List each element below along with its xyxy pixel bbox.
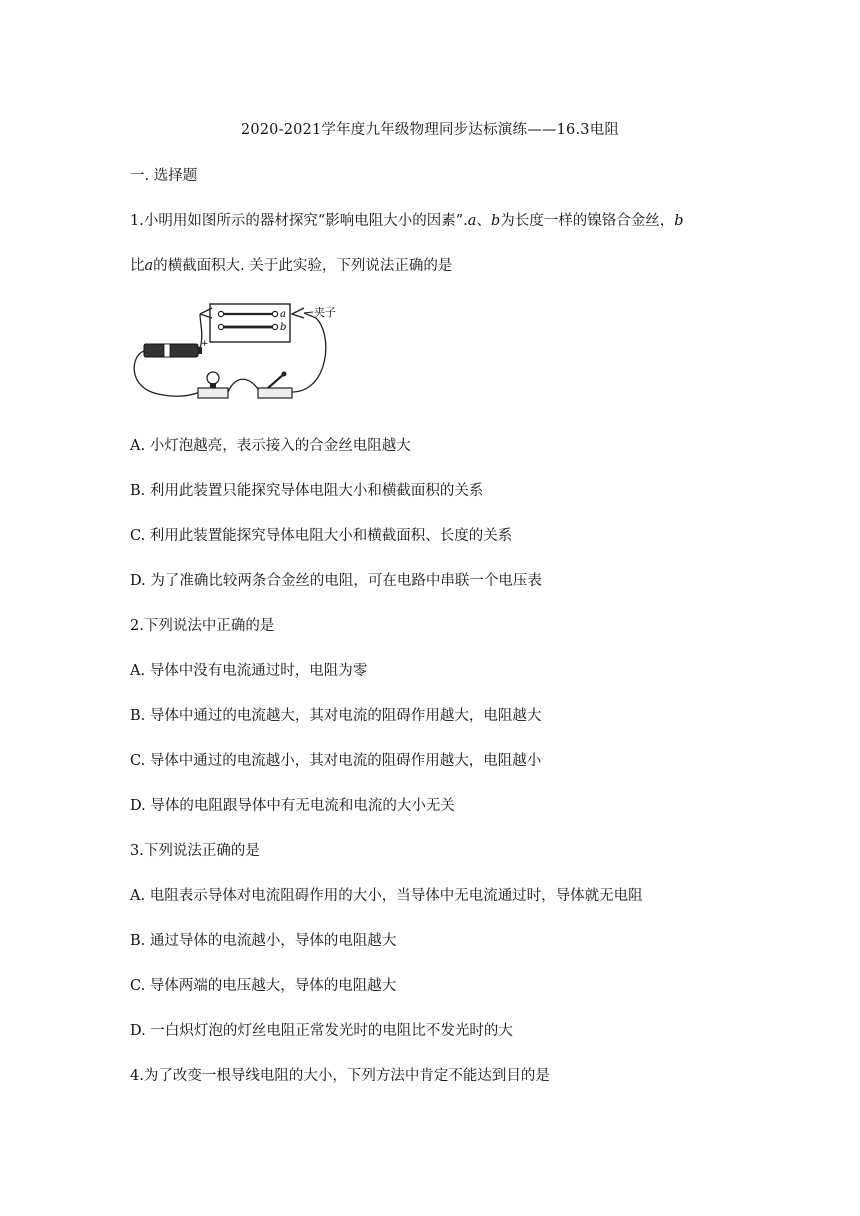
terminal-b-left <box>218 324 223 329</box>
switch-lever-icon <box>268 374 284 388</box>
circuit-figure <box>128 296 368 408</box>
circuit-diagram <box>128 296 368 408</box>
q1-text-1: 1.小明用如图所示的器材探究“影响电阻大小的因素”. <box>130 213 468 229</box>
battery-icon <box>144 344 198 357</box>
question-3-stem: 3.下列说法正确的是 <box>130 843 260 859</box>
right-clip-icon <box>292 308 304 318</box>
q1-option-d: D. 为了准确比较两条合金丝的电阻，可在电路中串联一个电压表 <box>130 573 542 589</box>
question-1-stem-line-2 <box>130 254 452 275</box>
switch-base <box>258 388 292 398</box>
var-b: b <box>490 213 501 229</box>
label-a: a <box>280 309 286 320</box>
var-b-2: b <box>674 213 684 229</box>
q2-option-a: A. 导体中没有电流通过时，电阻为零 <box>130 663 368 679</box>
var-a: a <box>467 213 477 229</box>
q1-text-3: 比 <box>130 258 145 274</box>
wire-lamp-switch <box>228 379 260 392</box>
lamp-socket <box>210 383 216 388</box>
terminal-a-left <box>218 311 223 316</box>
wire-board <box>210 304 290 342</box>
q1-sep: 、 <box>476 213 491 229</box>
switch-knob <box>282 372 287 377</box>
terminal-b-right <box>272 324 277 329</box>
clip-pointer <box>304 312 313 313</box>
terminal-a-right <box>272 311 277 316</box>
q1-text-4: 的横截面积大. 关于此实验，下列说法正确的是 <box>153 258 453 274</box>
q3-option-c: C. 导体两端的电压越大，导体的电阻越大 <box>130 978 397 994</box>
var-a-2: a <box>144 258 154 274</box>
question-4-stem: 4.为了改变一根导线电阻的大小，下列方法中肯定不能达到目的是 <box>130 1068 550 1084</box>
section-heading: 一. 选择题 <box>130 168 198 184</box>
q3-option-a: A. 电阻表示导体对电流阻碍作用的大小，当导体中无电流通过时，导体就无电阻 <box>130 888 643 904</box>
q1-option-a: A. 小灯泡越亮，表示接入的合金丝电阻越大 <box>130 438 411 454</box>
label-b: b <box>280 322 287 333</box>
lamp-bulb-icon <box>207 372 219 384</box>
q1-option-c: C. 利用此装置能探究导体电阻大小和横截面积、长度的关系 <box>130 528 513 544</box>
question-1-stem-line-1 <box>130 209 684 230</box>
q3-option-d: D. 一白炽灯泡的灯丝电阻正常发光时的电阻比不发光时的大 <box>130 1023 513 1039</box>
q3-option-b: B. 通过导体的电流越小，导体的电阻越大 <box>130 933 397 949</box>
q1-text-2: 为长度一样的镍铬合金丝， <box>500 213 675 229</box>
q2-option-d: D. 导体的电阻跟导体中有无电流和电流的大小无关 <box>130 798 455 814</box>
label-clip: 夹子 <box>314 306 336 319</box>
question-2-stem: 2.下列说法中正确的是 <box>130 618 275 634</box>
battery-band <box>164 344 170 357</box>
lamp-base <box>198 388 228 398</box>
q1-option-b: B. 利用此装置只能探究导体电阻大小和横截面积的关系 <box>130 483 484 499</box>
wire-battery-lamp <box>134 351 200 396</box>
q2-option-b: B. 导体中通过的电流越大，其对电流的阻碍作用越大，电阻越大 <box>130 708 542 724</box>
label-plus: + <box>201 339 209 349</box>
wire-switch-clip <box>292 313 326 392</box>
q2-option-c: C. 导体中通过的电流越小，其对电流的阻碍作用越大，电阻越小 <box>130 753 542 769</box>
page-title: 2020-2021学年度九年级物理同步达标演练——16.3电阻 <box>240 122 620 138</box>
